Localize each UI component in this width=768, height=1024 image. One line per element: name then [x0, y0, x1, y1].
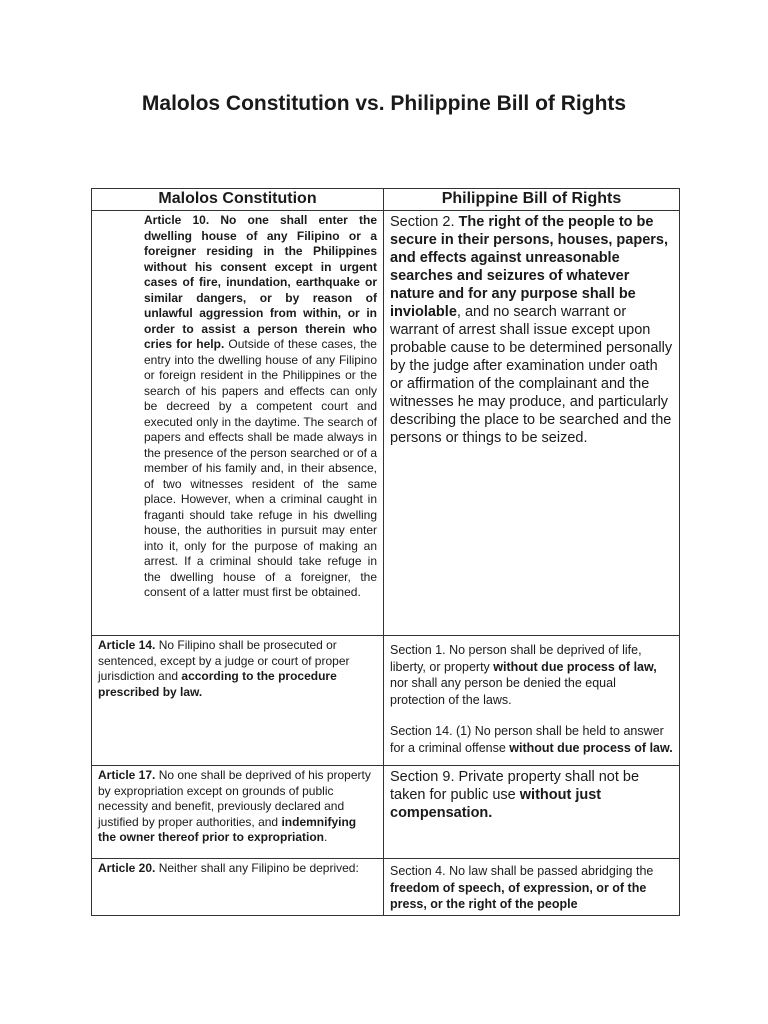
section-2-label: Section 2.	[390, 214, 459, 230]
table-row	[92, 211, 680, 636]
section-9-bold-text: without just compensation.	[390, 787, 602, 821]
section-14-bold-text: without due process of law.	[509, 740, 673, 755]
article-14-text: No Filipino shall be prosecuted or sentenced, except by a judge or court of proper jurisdiction and	[98, 638, 350, 683]
comparison-table	[91, 188, 680, 916]
article-10-text: Outside of these cases, the entry into the dwelling house of any Filipino or foreign resident in the Philippines or the search of his papers and effects can only be decreed by a competent court and executed only in the daytime. The search of papers and effects shall be made always in the presence of the person searched or of a member of his family and, in their absence, of two witnesses resident of the same place. However, when a criminal caught in fraganti should take refuge in his dwelling house, the authorities in pursuit may enter into it, only for the purpose of making an arrest. If a criminal should take refuge in the dwelling house of a foreigner, the consent of a latter must first be obtained.	[144, 337, 377, 599]
section-4-text: Section 4. No law shall be passed abridging the	[390, 864, 654, 878]
article-17-bold-text: indemnifying the owner thereof prior to expropriation	[98, 814, 357, 844]
section-9-text: Section 9. Private property shall not be taken for public use	[390, 769, 640, 803]
section-4-cell	[384, 859, 680, 916]
header-philippine-bill-of-rights: Philippine Bill of Rights	[384, 189, 680, 211]
article-14-label: Article 14.	[98, 638, 156, 652]
table-row	[92, 859, 680, 916]
section-1-text-end: nor shall any person be denied the equal protection of the laws.	[390, 676, 616, 707]
section-9-cell	[384, 766, 680, 859]
article-17-label: Article 17.	[98, 768, 156, 782]
article-17-cell	[92, 766, 384, 859]
table-row	[92, 636, 680, 766]
section-2-text: , and no search warrant or warrant of arrest shall issue except upon probable cause to be determined personally by the judge after examination under oath or affirmation of the complainant and the witnesses he may produce, and particularly describing the place to be searched and the persons or things to be seized.	[390, 304, 673, 446]
table-header-row	[92, 189, 680, 211]
article-10-cell	[92, 211, 384, 636]
article-17-text-end: .	[324, 830, 328, 844]
section-4-bold-text: freedom of speech, of expression, or of the press, or the right of the people	[390, 880, 647, 911]
table-row	[92, 766, 680, 859]
article-17-text: No one shall be deprived of his property by expropriation except on grounds of public necessity and benefit, previously declared and justified by proper authorities, and	[98, 768, 371, 829]
article-14-cell	[92, 636, 384, 766]
article-20-label: Article 20.	[98, 861, 156, 875]
article-10-bold-text: Article 10. No one shall enter the dwelling house of any Filipino or a foreigner residing in the Philippines without his consent except in urgent cases of fire, inundation, earthquake or similar dangers, or by reason of unlawful aggression from within, or in order to assist a person therein who cries for help.	[144, 213, 377, 351]
section-1-bold-text: without due process of law,	[493, 659, 657, 674]
article-14-bold-text: according to the procedure prescribed by law.	[98, 669, 337, 699]
section-1-14-cell	[384, 636, 680, 766]
article-20-text: Neither shall any Filipino be deprived:	[155, 861, 359, 875]
header-malolos-constitution: Malolos Constitution	[92, 189, 384, 211]
page-title: Malolos Constitution vs. Philippine Bill of Rights	[141, 92, 627, 115]
section-2-cell	[384, 211, 680, 636]
section-1-text: Section 1. No person shall be deprived of life, liberty, or property	[390, 643, 642, 674]
section-14-text: Section 14. (1) No person shall be held to answer for a criminal offense	[390, 724, 664, 755]
article-20-cell	[92, 859, 384, 916]
section-2-bold-text: The right of the people to be secure in their persons, houses, papers, and effects against unreasonable searches and seizures of whatever nature and for any purpose shall be inviolable	[390, 214, 669, 320]
